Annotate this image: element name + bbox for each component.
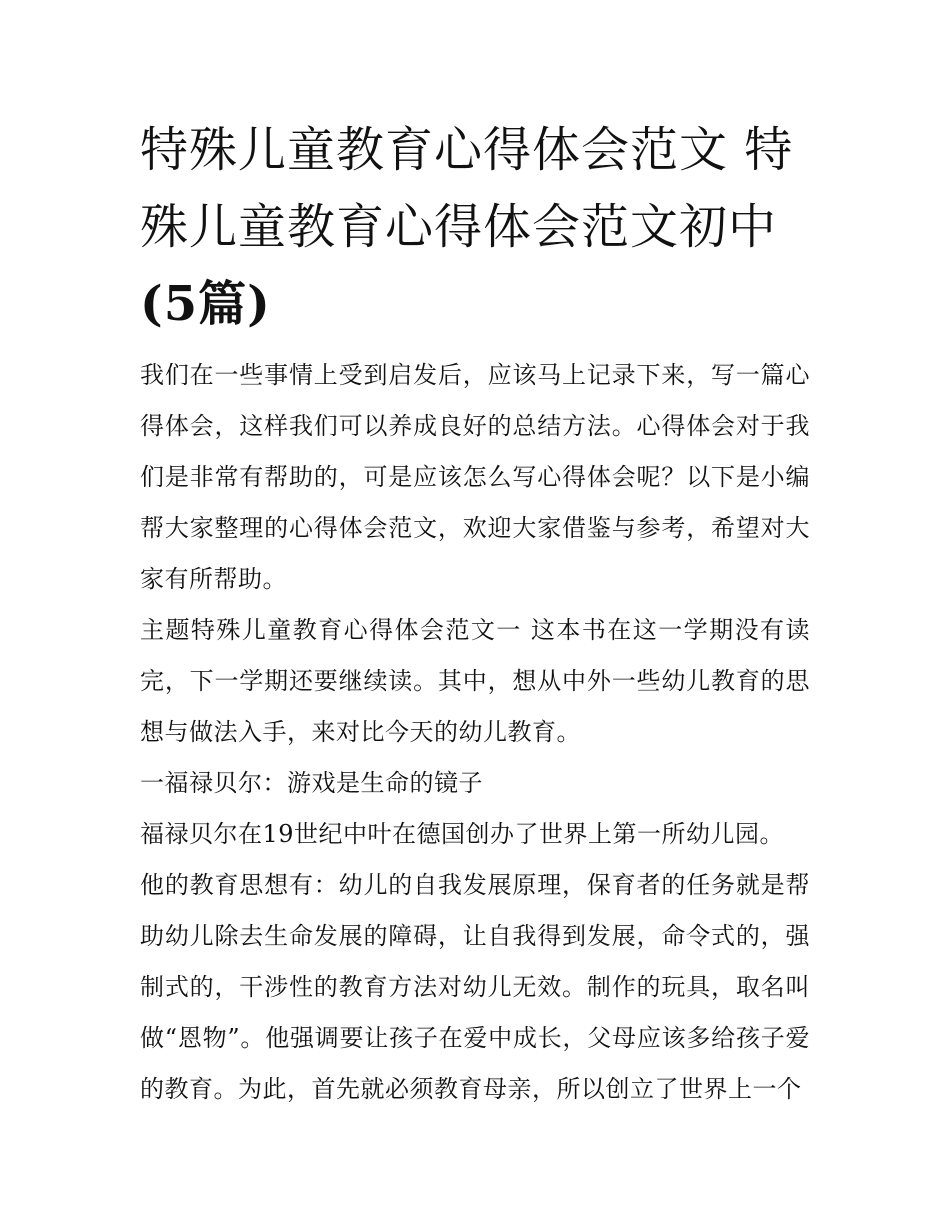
intro-paragraph: 我们在一些事情上受到启发后，应该马上记录下来，写一篇心得体会，这样我们可以养成良好的总结方法。心得体会对于我们是非常有帮助的，可是应该怎么写心得体会呢？以下是小编帮大家整理的心得体会范文，欢迎大家借鉴与参考，希望对大家有所帮助。 xyxy=(140,361,810,594)
froebel-kindergarten-paragraph: 福禄贝尔在19世纪中叶在德国创办了世界上第一所幼儿园。 xyxy=(140,820,785,849)
section-one-paragraph: 主题特殊儿童教育心得体会范文一 这本书在这一学期没有读完，下一学期还要继续读。其中，想从中外一些幼儿教育的思想与做法入手，来对比今天的幼儿教育。 xyxy=(140,616,810,747)
subheading-froebel: 一福禄贝尔：游戏是生命的镜子 xyxy=(140,769,483,798)
document-title xyxy=(140,112,810,342)
title-main-text: 特殊儿童教育心得体会范文 特殊儿童教育心得体会范文初中 xyxy=(140,122,794,255)
title-count-text: (5篇) xyxy=(140,275,271,332)
froebel-ideas-paragraph: 他的教育思想有：幼儿的自我发展原理，保育者的任务就是帮助幼儿除去生命发展的障碍，让自我得到发展，命令式的，强制式的，干涉性的教育方法对幼儿无效。制作的玩具，取名叫做“恩物”。他强调要让孩子在爱中成长，父母应该多给孩子爱的教育。为此，首先就必须教育母亲，所以创立了世界上一个 xyxy=(140,871,810,1104)
